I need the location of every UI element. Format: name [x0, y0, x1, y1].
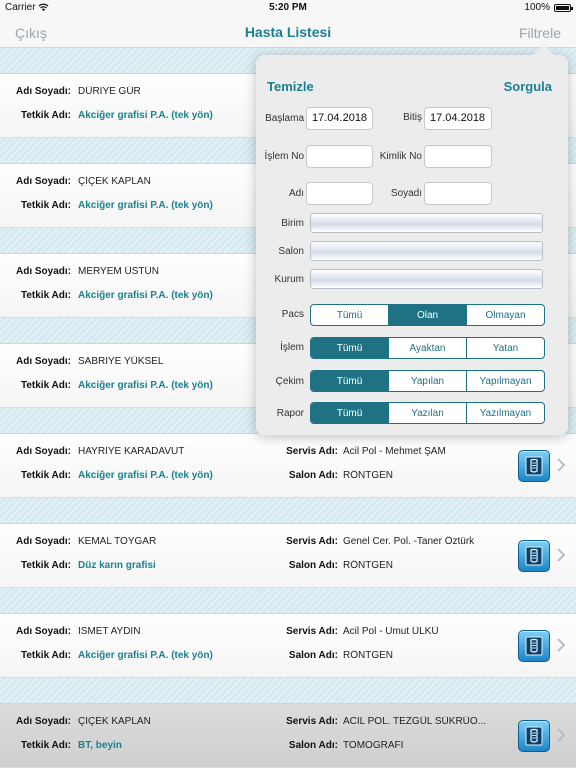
last-name-label: Soyadı [390, 188, 422, 199]
exam-name: BT, beyin [78, 740, 122, 751]
xray-image-icon[interactable] [518, 720, 550, 752]
patient-name: DÜRİYE GÜR [78, 86, 141, 97]
process-option[interactable]: Tümü [311, 338, 389, 358]
id-no-label: Kimlik No [379, 151, 422, 162]
pacs-label: Pacs [281, 309, 304, 320]
unit-label: Birim [281, 218, 304, 229]
carrier-label: Carrier [5, 2, 36, 13]
process-no-field[interactable] [306, 145, 373, 168]
patient-name: İSMET AYDIN [78, 626, 141, 637]
capture-segmented-control[interactable] [310, 370, 545, 392]
first-name-field[interactable] [306, 182, 373, 205]
battery-icon [554, 4, 571, 12]
id-no-field[interactable] [424, 145, 492, 168]
exam-name: Akciğer grafisi P.A. (tek yön) [78, 650, 213, 661]
exam-label: Tetkik Adı: [20, 650, 71, 661]
exam-label: Tetkik Adı: [20, 560, 71, 571]
process-type-label: İşlem [280, 342, 304, 353]
name-label: Adı Soyadı: [15, 536, 71, 547]
exam-label: Tetkik Adı: [20, 110, 71, 121]
report-segmented-control[interactable] [310, 402, 545, 424]
last-name-field[interactable] [424, 182, 492, 205]
exam-label: Tetkik Adı: [20, 470, 71, 481]
patient-row[interactable] [0, 524, 576, 588]
battery-percent: 100% [524, 2, 550, 13]
exam-name: Akciğer grafisi P.A. (tek yön) [78, 200, 213, 211]
service-label: Servis Adı: [286, 536, 338, 547]
exam-label: Tetkik Adı: [20, 290, 71, 301]
end-date-field[interactable]: 17.04.2018 [424, 107, 492, 130]
room-name: RÖNTGEN [343, 470, 393, 481]
room-name: TOMOGRAFİ [343, 740, 404, 751]
query-button[interactable]: Sorgula [503, 79, 552, 94]
capture-option[interactable]: Tümü [311, 371, 389, 391]
service-name: Acil Pol - Mehmet ŞAM [343, 446, 446, 457]
navigation-bar [0, 16, 576, 48]
name-label: Adı Soyadı: [15, 626, 71, 637]
report-option[interactable]: Yazılmayan [479, 407, 532, 419]
xray-image-icon[interactable] [518, 630, 550, 662]
report-option[interactable]: Yazılan [389, 403, 467, 423]
exam-label: Tetkik Adı: [20, 380, 71, 391]
filter-button[interactable]: Filtrele [518, 25, 561, 41]
chevron-right-icon [556, 637, 566, 653]
exam-name: Düz karın grafisi [78, 560, 156, 571]
name-label: Adı Soyadı: [15, 446, 71, 457]
process-option[interactable]: Ayaktan [389, 338, 467, 358]
room-label: Salon Adı: [288, 560, 338, 571]
pacs-option[interactable]: Olmayan [485, 309, 526, 321]
status-bar [0, 0, 576, 16]
status-time: 5:20 PM [269, 2, 307, 13]
unit-picker[interactable] [310, 213, 543, 233]
patient-name: ÇİÇEK KAPLAN [78, 176, 151, 187]
xray-image-icon[interactable] [518, 450, 550, 482]
process-no-label: İşlem No [264, 151, 304, 162]
row-separator [0, 588, 576, 614]
patient-row[interactable] [0, 434, 576, 498]
service-name: Acil Pol - Umut ÜLKÜ [343, 626, 439, 637]
chevron-right-icon [556, 547, 566, 563]
exam-name: Akciğer grafisi P.A. (tek yön) [78, 290, 213, 301]
salon-picker[interactable] [310, 241, 543, 261]
patient-row[interactable] [0, 614, 576, 678]
patient-name: MERYEM ÜSTÜN [78, 266, 159, 277]
capture-label: Çekim [275, 376, 304, 387]
process-option[interactable]: Yatan [492, 342, 519, 354]
patient-name: HAYRİYE KARADAVUT [78, 446, 185, 457]
service-name: ACIL POL. TEZGÜL SÜKRÜO... [343, 716, 486, 727]
start-date-field[interactable]: 17.04.2018 [306, 107, 373, 130]
name-label: Adı Soyadı: [15, 356, 71, 367]
exam-name: Akciğer grafisi P.A. (tek yön) [78, 470, 213, 481]
service-name: Genel Cer. Pol. -Taner Öztürk [343, 536, 475, 547]
exam-label: Tetkik Adı: [20, 200, 71, 211]
xray-image-icon[interactable] [518, 540, 550, 572]
service-label: Servis Adı: [286, 446, 338, 457]
report-label: Rapor [276, 408, 304, 419]
pacs-option[interactable]: Olan [389, 305, 467, 325]
institution-picker[interactable] [310, 269, 543, 289]
exam-name: Akciğer grafisi P.A. (tek yön) [78, 110, 213, 121]
page-title: Hasta Listesi [244, 24, 332, 40]
service-label: Servis Adı: [286, 716, 338, 727]
exam-label: Tetkik Adı: [20, 740, 71, 751]
chevron-right-icon [556, 727, 566, 743]
clear-button[interactable]: Temizle [267, 79, 314, 94]
row-separator [0, 678, 576, 704]
patient-name: KEMAL TOYGAR [78, 536, 157, 547]
patient-row[interactable] [0, 704, 576, 768]
exam-name: Akciğer grafisi P.A. (tek yön) [78, 380, 213, 391]
room-label: Salon Adı: [288, 740, 338, 751]
room-label: Salon Adı: [288, 650, 338, 661]
institution-label: Kurum [274, 274, 304, 285]
first-name-label: Adı [288, 188, 304, 199]
patient-name: SABRİYE YÜKSEL [78, 356, 164, 367]
filter-popover [256, 55, 568, 435]
logout-button[interactable]: Çıkış [15, 25, 47, 41]
process-segmented-control[interactable] [310, 337, 545, 359]
capture-option[interactable]: Yapılan [389, 371, 467, 391]
name-label: Adı Soyadı: [15, 86, 71, 97]
service-label: Servis Adı: [286, 626, 338, 637]
patient-name: ÇİÇEK KAPLAN [78, 716, 151, 727]
report-option[interactable]: Tümü [311, 403, 389, 423]
end-date-label: Bitiş [403, 112, 422, 123]
pacs-option[interactable]: Tümü [311, 305, 389, 325]
room-name: RÖNTGEN [343, 560, 393, 571]
name-label: Adı Soyadı: [15, 716, 71, 727]
room-name: RÖNTGEN [343, 650, 393, 661]
pacs-segmented-control[interactable] [310, 304, 545, 326]
chevron-right-icon [556, 457, 566, 473]
name-label: Adı Soyadı: [15, 176, 71, 187]
room-label: Salon Adı: [288, 470, 338, 481]
row-separator [0, 498, 576, 524]
start-date-label: Başlama [265, 113, 304, 124]
salon-label: Salon [278, 246, 304, 257]
capture-option[interactable]: Yapılmayan [479, 375, 532, 387]
name-label: Adı Soyadı: [15, 266, 71, 277]
